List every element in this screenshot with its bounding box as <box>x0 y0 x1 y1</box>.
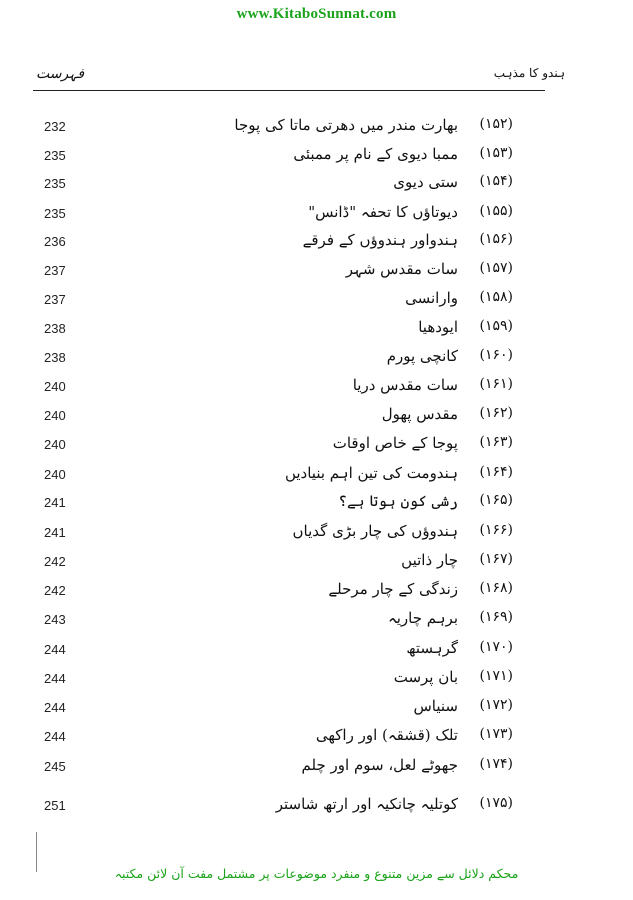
toc-page-number: 242 <box>44 554 66 569</box>
toc-entry <box>0 639 633 665</box>
toc-entry <box>0 795 633 821</box>
toc-entry <box>0 464 633 490</box>
toc-entry-number: (۱۷۳) <box>479 726 513 742</box>
toc-entry <box>0 116 633 142</box>
toc-entry-number: (۱۶۲) <box>479 405 513 421</box>
toc-entry-title: ممبا دیوی کے نام پر ممبئی <box>293 145 458 163</box>
toc-entry <box>0 697 633 723</box>
toc-entry-title: ہندوؤں کی چار بڑی گدیاں <box>292 522 458 540</box>
toc-entry-number: (۱۷۰) <box>479 639 513 655</box>
toc-entry-number: (۱۵۷) <box>479 260 513 276</box>
toc-entry <box>0 231 633 257</box>
header-book-title: ہندو کا مذہب <box>493 66 565 80</box>
toc-page-number: 241 <box>44 525 66 540</box>
toc-page-number: 244 <box>44 671 66 686</box>
toc-entry-title: سات مقدس دریا <box>352 376 458 394</box>
toc-page-number: 238 <box>44 350 66 365</box>
toc-page-number: 236 <box>44 234 66 249</box>
toc-entry-number: (۱۷۴) <box>479 756 513 772</box>
toc-page-number: 240 <box>44 467 66 482</box>
toc-page-number: 235 <box>44 206 66 221</box>
toc-page-number: 240 <box>44 437 66 452</box>
toc-entry-title: بان پرست <box>393 668 458 686</box>
toc-entry <box>0 347 633 373</box>
toc-page-number: 244 <box>44 700 66 715</box>
toc-entry <box>0 726 633 752</box>
toc-entry-title: برہم چاریہ <box>387 609 458 627</box>
toc-entry <box>0 522 633 548</box>
toc-entry-title: ستی دیوی <box>393 173 458 191</box>
toc-entry <box>0 551 633 577</box>
toc-entry <box>0 434 633 460</box>
toc-entry-number: (۱۵۵) <box>479 203 513 219</box>
toc-page-number: 235 <box>44 148 66 163</box>
site-url: www.KitaboSunnat.com <box>236 6 397 22</box>
toc-page-number: 241 <box>44 495 66 510</box>
toc-entry-number: (۱۵۹) <box>479 318 513 334</box>
toc-entry-title: زندگی کے چار مرحلے <box>328 580 458 598</box>
toc-entry-number: (۱۶۳) <box>479 434 513 450</box>
toc-entry-number: (۱۵۳) <box>479 145 513 161</box>
toc-page-number: 237 <box>44 292 66 307</box>
toc-entry-title: سات مقدس شہر <box>345 260 458 278</box>
toc-page-number: 240 <box>44 408 66 423</box>
toc-page-number: 240 <box>44 379 66 394</box>
toc-entry-number: (۱۶۹) <box>479 609 513 625</box>
toc-page-number: 251 <box>44 798 66 813</box>
toc-entry-number: (۱۶۷) <box>479 551 513 567</box>
toc-entry-number: (۱۵۴) <box>479 173 513 189</box>
toc-page-number: 238 <box>44 321 66 336</box>
toc-entry <box>0 203 633 229</box>
toc-entry-number: (۱۶۶) <box>479 522 513 538</box>
toc-entry <box>0 145 633 171</box>
toc-entry-title: جھوٹے لعل، سوم اور چلم <box>301 756 458 774</box>
toc-entry-number: (۱۶۸) <box>479 580 513 596</box>
toc-entry <box>0 289 633 315</box>
footer-tagline: محکم دلائل سے مزین متنوع و منفرد موضوعات پر مشتمل مفت آن لائن مکتبہ <box>114 866 519 881</box>
toc-entry-number: (۱۷۵) <box>479 795 513 811</box>
toc-page-number: 237 <box>44 263 66 278</box>
toc-entry-number: (۱۶۴) <box>479 464 513 480</box>
toc-entry-number: (۱۵۸) <box>479 289 513 305</box>
toc-page-number: 235 <box>44 176 66 191</box>
toc-entry-title: رشی کون ہوتا ہے؟ <box>338 492 458 510</box>
toc-entry-title: ایودھیا <box>418 318 458 336</box>
toc-entry <box>0 318 633 344</box>
toc-entry-number: (۱۷۱) <box>479 668 513 684</box>
toc-entry <box>0 376 633 402</box>
toc-entry-title: دیوتاؤں کا تحفہ "ڈانس" <box>308 203 458 221</box>
toc-entry-title: تلک (قشقہ) اور راکھی <box>315 726 458 744</box>
toc-page-number: 232 <box>44 119 66 134</box>
toc-entry-number: (۱۵۲) <box>479 116 513 132</box>
toc-entry-title: گرہستھ <box>406 639 458 657</box>
toc-entry <box>0 492 633 518</box>
toc-entry-title: ہندواور ہندوؤں کے فرقے <box>302 231 458 249</box>
toc-page-number: 244 <box>44 729 66 744</box>
toc-page-number: 245 <box>44 759 66 774</box>
toc-entry <box>0 756 633 782</box>
toc-page-number: 244 <box>44 642 66 657</box>
toc-entry-number: (۱۵۶) <box>479 231 513 247</box>
toc-entry-number: (۱۷۲) <box>479 697 513 713</box>
toc-entry <box>0 173 633 199</box>
toc-entry <box>0 668 633 694</box>
toc-entry-title: پوجا کے خاص اوقات <box>332 434 458 452</box>
toc-entry-number: (۱۶۰) <box>479 347 513 363</box>
toc-entry-title: چار ذاتیں <box>401 551 458 569</box>
toc-entry-number: (۱۶۱) <box>479 376 513 392</box>
toc-entry-title: مقدس پھول <box>381 405 458 423</box>
toc-entry-title: ہندومت کی تین اہم بنیادیں <box>284 464 458 482</box>
toc-entry <box>0 609 633 635</box>
toc-entry <box>0 580 633 606</box>
toc-entry-number: (۱۶۵) <box>479 492 513 508</box>
toc-page-number: 243 <box>44 612 66 627</box>
toc-page-number: 242 <box>44 583 66 598</box>
header-section-title: فہرست <box>36 66 85 82</box>
toc-entry <box>0 405 633 431</box>
toc-entry-title: سنیاس <box>413 697 458 715</box>
toc-entry-title: وارانسی <box>405 289 458 307</box>
toc-entry-title: کانچی پورم <box>386 347 458 365</box>
toc-entry-title: بھارت مندر میں دھرتی ماتا کی پوجا <box>234 116 458 134</box>
toc-entry <box>0 260 633 286</box>
toc-entry-title: کوتلیہ چانکیہ اور ارتھ شاستر <box>275 795 458 813</box>
